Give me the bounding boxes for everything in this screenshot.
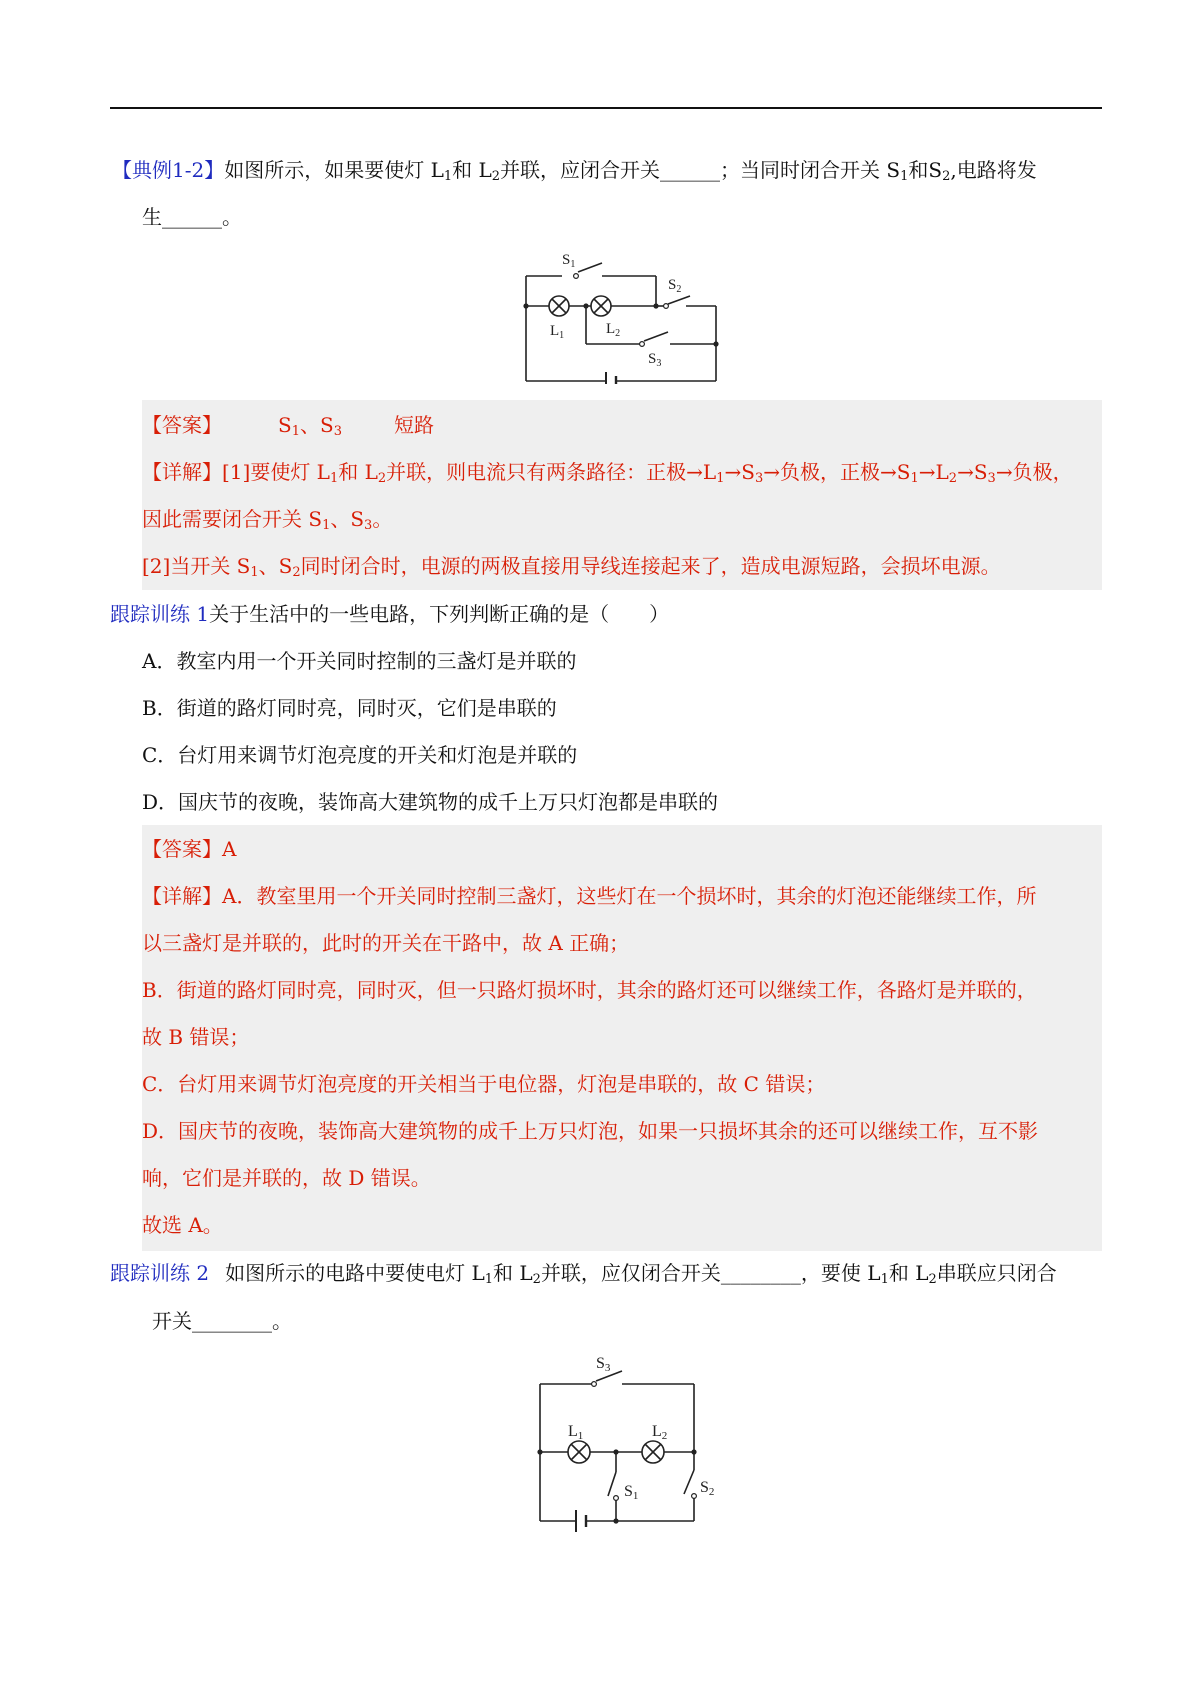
practice1-tag: 跟踪训练 1 [110,602,210,626]
practice1-detail-line: C．台灯用来调节灯泡亮度的开关相当于电位器，灯泡是串联的，故 C 错误； [142,1072,826,1096]
example-answer: 【答案】 $S_1$、$S_3$ 短路 [142,413,434,439]
practice1-detail-line: B．街道的路灯同时亮，同时灭，但一只路灯损坏时，其余的路灯还可以继续工作，各路灯是并联的， [142,978,1037,1002]
circuit-diagram-2 [530,1346,730,1541]
label-s3: $S_3$ [648,351,662,369]
practice1-option-c: C．台灯用来调节灯泡亮度的开关和灯泡是并联的 [142,743,578,767]
label-s1: $S_1$ [562,252,576,270]
practice1-detail-line: 【详解】A．教室里用一个开关同时控制三盏灯，这些灯在一个损坏时，其余的灯泡还能继续工作，所 [142,884,1037,908]
practice1-detail-line: D．国庆节的夜晚，装饰高大建筑物的成千上万只灯泡，如果一只损坏其余的还可以继续工作，互不影 [142,1119,1039,1143]
example-tag: 【典例1-2】 [112,158,225,182]
label-l1: $L_1$ [550,323,565,341]
practice1-question: 跟踪训练 1关于生活中的一些电路，下列判断正确的是（ ） [110,602,670,626]
practice1-answer: 【答案】A [142,837,237,861]
label-s3: S3 [596,1355,611,1374]
circuit-diagram-1 [520,244,720,384]
practice2-line-2: 开关________。 [152,1309,292,1333]
example-line-1: 【典例1-2】如图所示，如果要使灯 $L_1$和 $L_2$并联，应闭合开关______；当同时闭合开关 $S_1$和$S_2$,电路将发 [112,158,1037,184]
example-detail-2: 因此需要闭合开关 $S_1$、$S_3$。 [142,507,393,533]
practice1-option-b: B．街道的路灯同时亮，同时灭，它们是串联的 [142,696,557,720]
example-detail-1: 【详解】[1]要使灯 $L_1$和 $L_2$并联，则电流只有两条路径：正极$\to L_1\to S_3\to$负极，正极$\to S_1\to L_2\to S_3\to$负极， [142,460,1073,486]
practice2-tag: 跟踪训练 2 [110,1261,210,1285]
header-rule [110,107,1102,109]
label-l1: L1 [568,1423,584,1442]
label-s2: $S_2$ [668,277,682,295]
label-s2: S2 [700,1479,715,1498]
example-detail-3: [2]当开关 $S_1$、$S_2$同时闭合时，电源的两极直接用导线连接起来了，造成电源短路，会损坏电源。 [142,554,1001,580]
label-l2: $L_2$ [606,321,621,339]
example-line-2: 生______。 [142,205,242,229]
practice1-option-a: A．教室内用一个开关同时控制的三盏灯是并联的 [142,649,577,673]
practice1-detail-line: 故 B 错误； [142,1025,250,1049]
practice2-line-1: 跟踪训练 2 如图所示的电路中要使电灯 $L_1$和 $L_2$并联，应仅闭合开关________，要使 $L_1$和 $L_2$串联应只闭合 [110,1261,1057,1287]
practice1-option-d: D．国庆节的夜晚，装饰高大建筑物的成千上万只灯泡都是串联的 [142,790,719,814]
practice1-detail-line: 以三盏灯是并联的，此时的开关在干路中，故 A 正确； [142,931,630,955]
practice1-detail-line: 故选 A。 [142,1213,223,1237]
label-s1: S1 [624,1483,639,1502]
practice1-detail-line: 响，它们是并联的，故 D 错误。 [142,1166,431,1190]
label-l2: L2 [652,1423,668,1442]
